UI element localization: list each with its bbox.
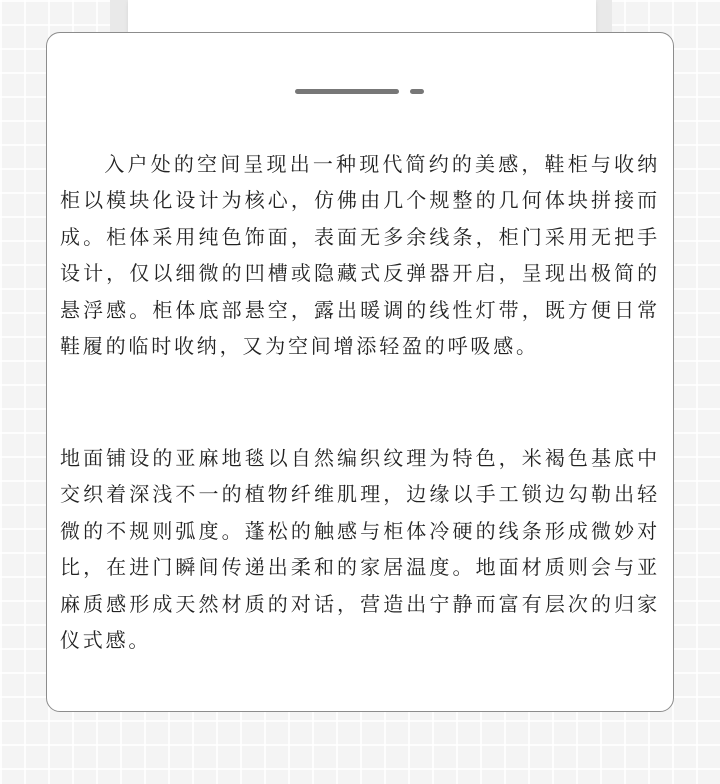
divider-bar-short: [410, 89, 424, 94]
divider-bar-long: [295, 89, 399, 94]
paragraph-rug-text: 地面铺设的亚麻地毯以自然编织纹理为特色，米褐色基底中交织着深浅不一的植物纤维肌理，边缘以手工锁边勾勒出轻微的不规则弧度。蓬松的触感与柜体冷硬的线条形成微妙对比，在进门瞬间传递出柔和的家居温度。地面材质则会与亚麻质感形成天然材质的对话，营造出宁静而富有层次的归家仪式感。: [60, 446, 660, 653]
paragraph-entrance-text: 入户处的空间呈现出一种现代简约的美感，鞋柜与收纳柜以模块化设计为核心，仿佛由几个规整的几何体块拼接而成。柜体采用纯色饰面，表面无多余线条，柜门采用无把手设计，仅以细微的凹槽或隐藏式反弹器开启，呈现出极简的悬浮感。柜体底部悬空，露出暖调的线性灯带，既方便日常鞋履的临时收纳，又为空间增添轻盈的呼吸感。: [60, 152, 660, 359]
paragraph-entrance: [60, 146, 660, 364]
paragraph-rug: [60, 440, 660, 658]
